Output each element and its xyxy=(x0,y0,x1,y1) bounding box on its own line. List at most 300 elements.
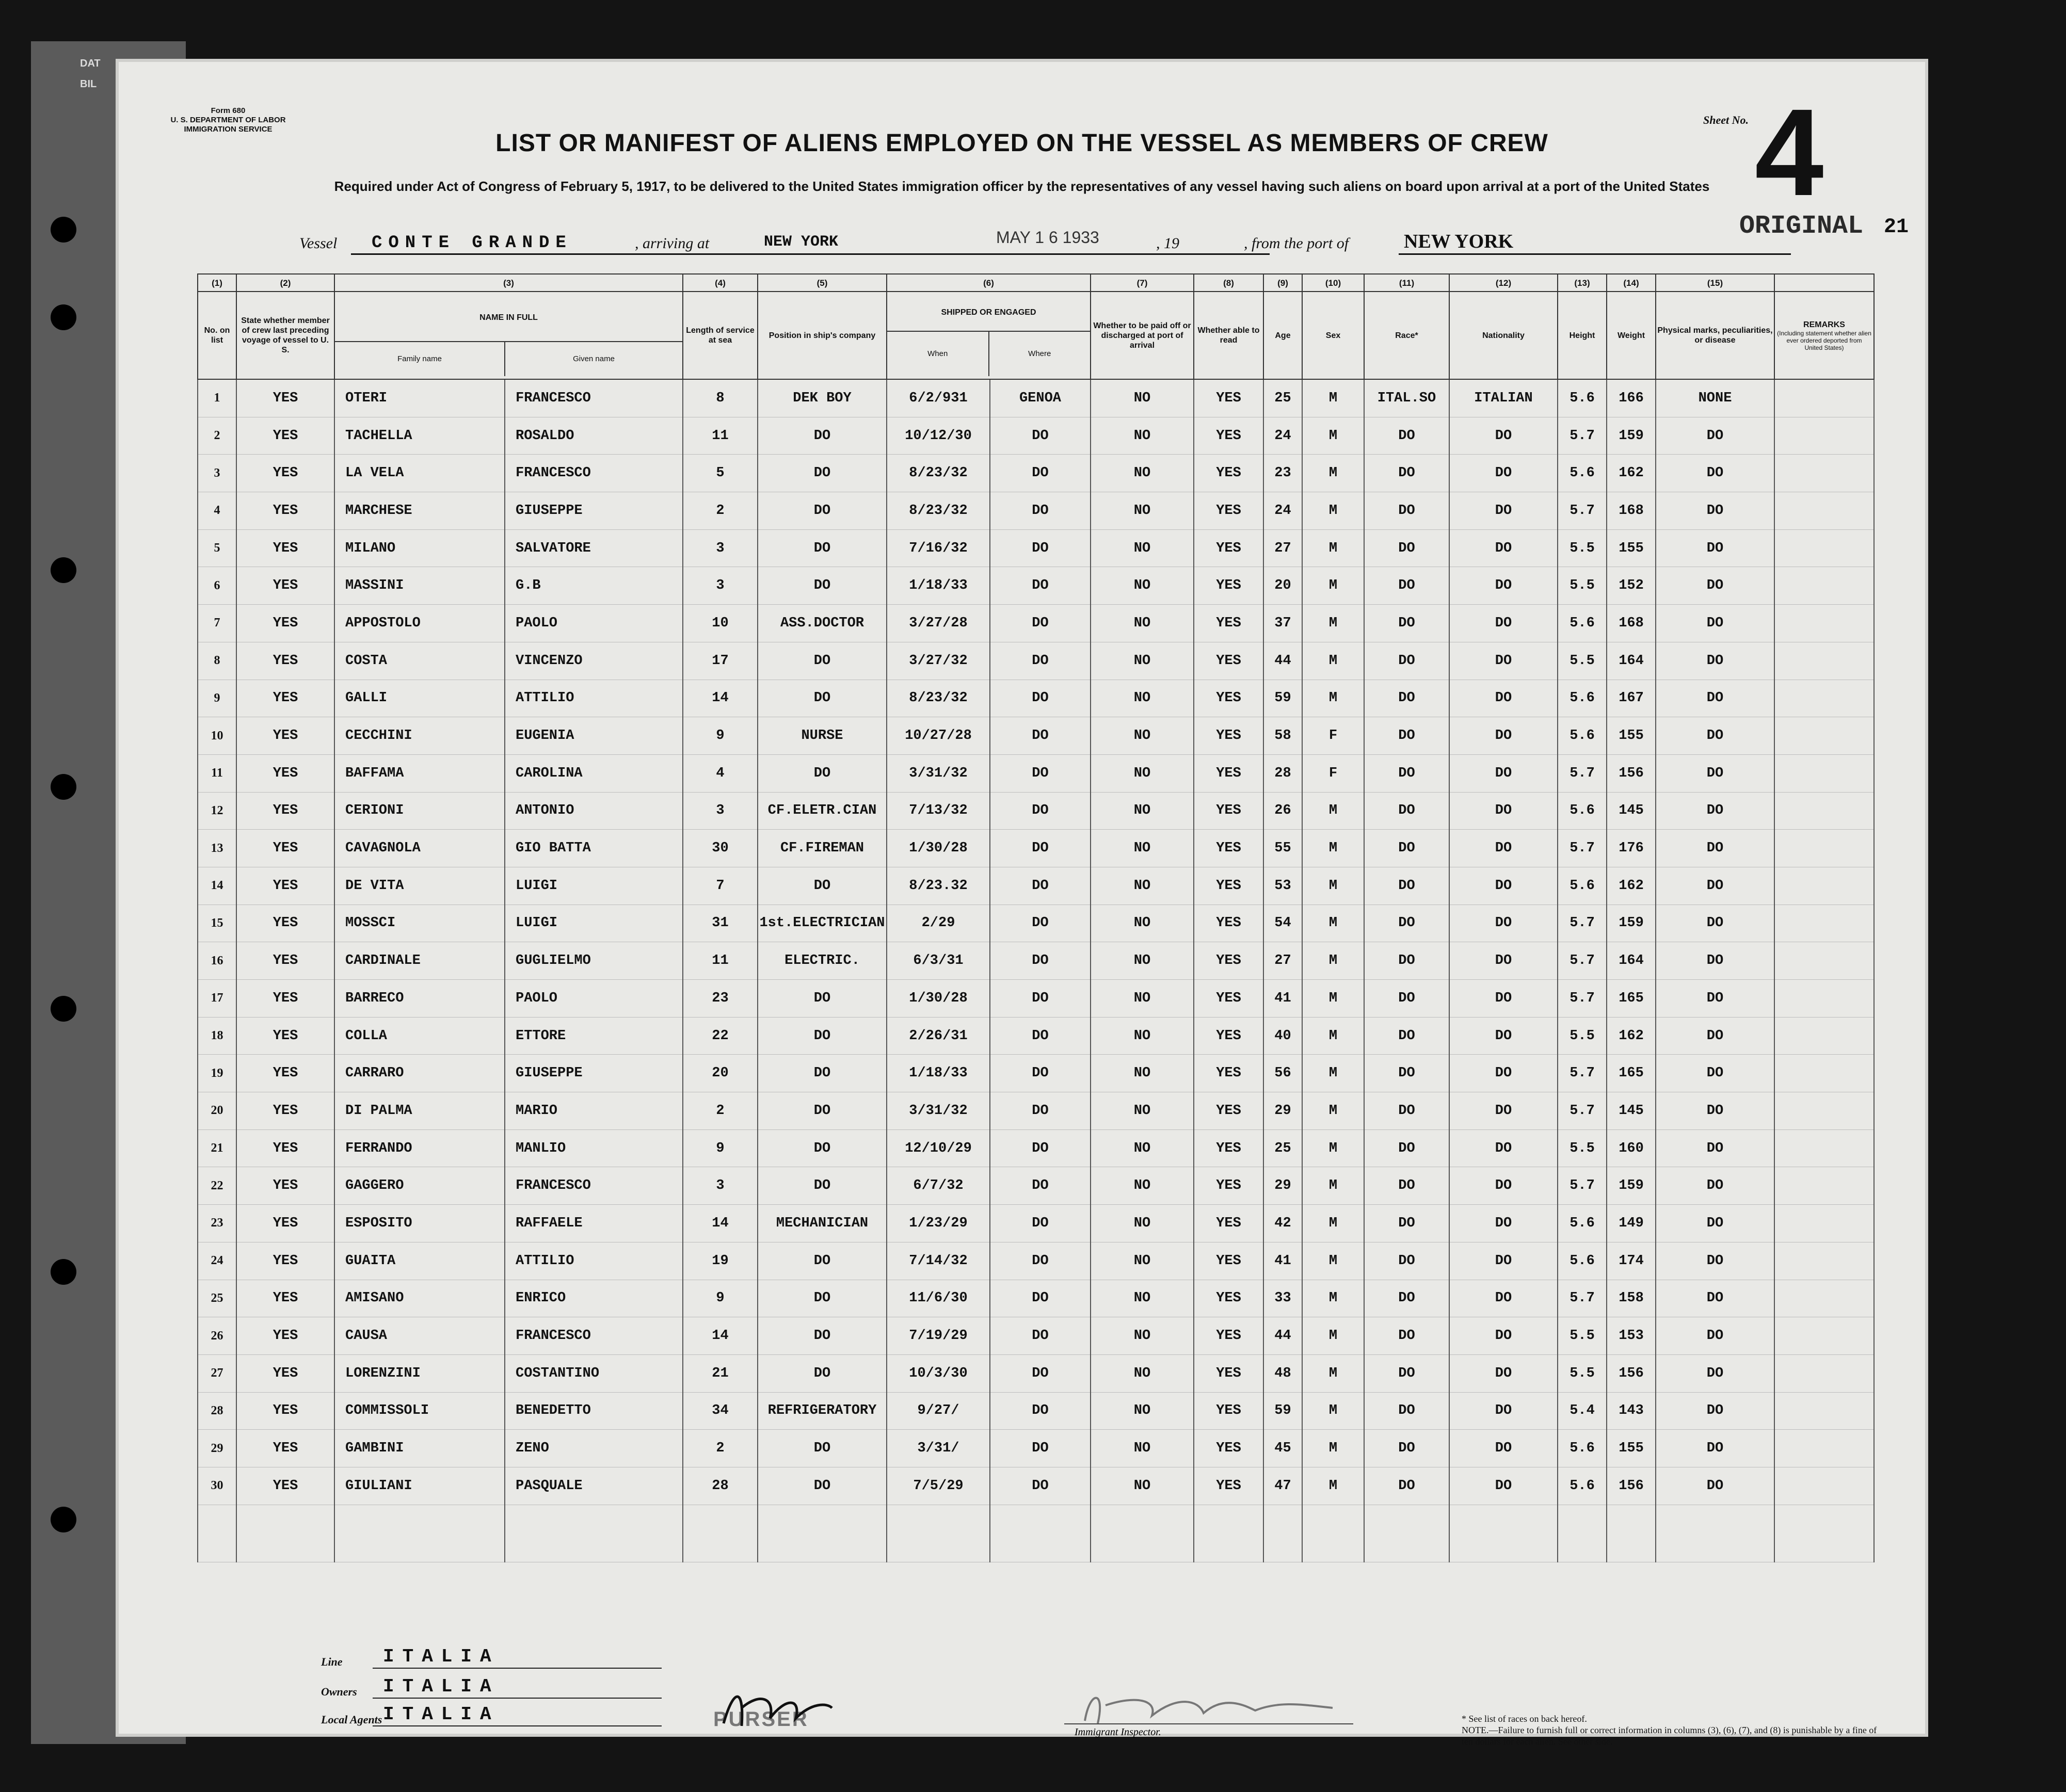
binder-hole xyxy=(51,1259,76,1285)
physical-marks-cell: DO xyxy=(1656,1317,1774,1355)
physical-marks-cell: DO xyxy=(1656,1242,1774,1280)
shipped-where-cell: DO xyxy=(990,1317,1091,1355)
nationality-cell: ITALIAN xyxy=(1449,379,1558,417)
nationality-cell: DO xyxy=(1449,1430,1558,1467)
position-cell: DO xyxy=(758,1167,887,1205)
shipped-where-cell: DO xyxy=(990,905,1091,942)
shipped-when-cell: 6/2/931 xyxy=(887,379,990,417)
row-number-cell: 21 xyxy=(198,1129,236,1167)
remarks-cell xyxy=(1774,642,1874,680)
family-name-cell: LA VELA xyxy=(334,455,505,492)
physical-marks-cell: DO xyxy=(1656,605,1774,642)
family-name-cell: FERRANDO xyxy=(334,1129,505,1167)
able-to-read-cell: YES xyxy=(1194,1017,1263,1055)
length-of-service-cell: 22 xyxy=(683,1017,758,1055)
nationality-cell: DO xyxy=(1449,605,1558,642)
able-to-read-cell: YES xyxy=(1194,529,1263,567)
weight-cell: 160 xyxy=(1607,1129,1656,1167)
age-cell: 26 xyxy=(1263,792,1302,830)
age-cell: 27 xyxy=(1263,942,1302,980)
age-cell: 59 xyxy=(1263,1392,1302,1430)
family-name-cell: ESPOSITO xyxy=(334,1205,505,1242)
physical-marks-cell: DO xyxy=(1656,1167,1774,1205)
nationality-cell: DO xyxy=(1449,1055,1558,1092)
races-note: * See list of races on back hereof. xyxy=(1462,1714,1587,1724)
shipped-where-cell: DO xyxy=(990,830,1091,867)
sex-cell: M xyxy=(1302,379,1364,417)
remarks-cell xyxy=(1774,942,1874,980)
table-row xyxy=(198,379,1874,417)
age-cell: 24 xyxy=(1263,492,1302,530)
agents-underline xyxy=(373,1725,662,1726)
position-cell: DO xyxy=(758,1354,887,1392)
binder-hole xyxy=(51,557,76,583)
table-row xyxy=(198,1242,1874,1280)
row-number-cell: 23 xyxy=(198,1205,236,1242)
family-name-cell: AMISANO xyxy=(334,1280,505,1317)
sex-cell: M xyxy=(1302,492,1364,530)
physical-marks-cell: DO xyxy=(1656,417,1774,455)
sex-cell: M xyxy=(1302,1242,1364,1280)
sex-cell: M xyxy=(1302,680,1364,717)
able-to-read-cell: YES xyxy=(1194,754,1263,792)
paid-off-cell: NO xyxy=(1091,717,1194,755)
physical-marks-cell: DO xyxy=(1656,680,1774,717)
paid-off-cell: NO xyxy=(1091,492,1194,530)
given-name-cell: ATTILIO xyxy=(505,680,683,717)
shipped-when-cell: 6/3/31 xyxy=(887,942,990,980)
from-label: , from the port of xyxy=(1244,235,1349,252)
shipped-when-cell: 2/29 xyxy=(887,905,990,942)
paid-off-cell: NO xyxy=(1091,830,1194,867)
sex-cell: M xyxy=(1302,1392,1364,1430)
race-cell: DO xyxy=(1364,717,1449,755)
family-name-cell: CARRARO xyxy=(334,1055,505,1092)
weight-cell: 164 xyxy=(1607,942,1656,980)
penalty-note: NOTE.—Failure to furnish full or correct information in columns (3), (6), (7), and (8) is punishable by a fine of ten dollars for each alien. See other side. xyxy=(1462,1725,1877,1747)
able-to-read-cell: YES xyxy=(1194,1242,1263,1280)
sex-cell: M xyxy=(1302,1430,1364,1467)
row-number-cell: 25 xyxy=(198,1280,236,1317)
height-cell: 5.7 xyxy=(1558,492,1607,530)
remarks-cell xyxy=(1774,1467,1874,1505)
height-cell: 5.6 xyxy=(1558,1467,1607,1505)
sex-cell: M xyxy=(1302,1129,1364,1167)
member-prev-cell: YES xyxy=(236,1055,334,1092)
sex-cell: M xyxy=(1302,905,1364,942)
empty-cell xyxy=(505,1505,683,1562)
row-number-cell: 14 xyxy=(198,867,236,905)
height-cell: 5.5 xyxy=(1558,1017,1607,1055)
age-cell: 55 xyxy=(1263,830,1302,867)
paid-off-cell: NO xyxy=(1091,1017,1194,1055)
height-cell: 5.7 xyxy=(1558,830,1607,867)
given-name-cell: FRANCESCO xyxy=(505,1167,683,1205)
age-cell: 24 xyxy=(1263,417,1302,455)
weight-cell: 152 xyxy=(1607,567,1656,605)
height-cell: 5.7 xyxy=(1558,754,1607,792)
binder-hole xyxy=(51,304,76,330)
shipped-when-cell: 1/18/33 xyxy=(887,1055,990,1092)
member-prev-cell: YES xyxy=(236,1167,334,1205)
remarks-cell xyxy=(1774,492,1874,530)
position-cell: DO xyxy=(758,1317,887,1355)
page-subtitle: Required under Act of Congress of February 5, 1917, to be delivered to the United States immigration officer by the representatives of any vessel having such aliens on board upon arrival at a port of the United States xyxy=(334,179,1710,194)
given-name-cell: ANTONIO xyxy=(505,792,683,830)
paid-off-cell: NO xyxy=(1091,417,1194,455)
shipped-where-cell: DO xyxy=(990,980,1091,1018)
given-name-cell: MARIO xyxy=(505,1092,683,1130)
empty-cell xyxy=(758,1505,887,1562)
service: IMMIGRATION SERVICE xyxy=(184,125,273,134)
table-row xyxy=(198,417,1874,455)
manifest-footer xyxy=(197,1636,1877,1747)
paid-off-cell: NO xyxy=(1091,529,1194,567)
length-of-service-cell: 2 xyxy=(683,492,758,530)
sex-cell: M xyxy=(1302,605,1364,642)
original-stamp: ORIGINAL xyxy=(1739,212,1864,241)
age-cell: 58 xyxy=(1263,717,1302,755)
given-name-cell: MANLIO xyxy=(505,1129,683,1167)
remarks-cell xyxy=(1774,1392,1874,1430)
height-cell: 5.6 xyxy=(1558,1430,1607,1467)
sheet-label: Sheet No. xyxy=(1703,114,1749,126)
able-to-read-cell: YES xyxy=(1194,680,1263,717)
table-row xyxy=(198,492,1874,530)
length-of-service-cell: 20 xyxy=(683,1055,758,1092)
from-port: NEW YORK xyxy=(1404,231,1514,252)
empty-cell xyxy=(683,1505,758,1562)
crew-rows xyxy=(198,379,1874,1562)
family-name-cell: CERIONI xyxy=(334,792,505,830)
given-name-cell: PAOLO xyxy=(505,980,683,1018)
position-cell: DO xyxy=(758,680,887,717)
remarks-cell xyxy=(1774,1055,1874,1092)
able-to-read-cell: YES xyxy=(1194,379,1263,417)
department: U. S. DEPARTMENT OF LABOR xyxy=(170,116,286,124)
physical-marks-cell: DO xyxy=(1656,830,1774,867)
weight-cell: 174 xyxy=(1607,1242,1656,1280)
row-number-cell: 30 xyxy=(198,1467,236,1505)
family-name-cell: APPOSTOLO xyxy=(334,605,505,642)
given-name-cell: PASQUALE xyxy=(505,1467,683,1505)
shipped-where-cell: DO xyxy=(990,717,1091,755)
row-number-cell: 18 xyxy=(198,1017,236,1055)
age-cell: 53 xyxy=(1263,867,1302,905)
age-cell: 37 xyxy=(1263,605,1302,642)
position-cell: ELECTRIC. xyxy=(758,942,887,980)
table-row xyxy=(198,717,1874,755)
footer-note xyxy=(1462,1713,1885,1747)
remarks-cell xyxy=(1774,754,1874,792)
shipped-when-cell: 3/27/32 xyxy=(887,642,990,680)
shipped-where-cell: DO xyxy=(990,1167,1091,1205)
shipped-when-cell: 8/23/32 xyxy=(887,492,990,530)
family-name-cell: MASSINI xyxy=(334,567,505,605)
shipped-where-cell: DO xyxy=(990,1055,1091,1092)
given-name-cell: GIUSEPPE xyxy=(505,492,683,530)
race-cell: DO xyxy=(1364,455,1449,492)
nationality-cell: DO xyxy=(1449,867,1558,905)
empty-row xyxy=(198,1505,1874,1562)
position-cell: DO xyxy=(758,1017,887,1055)
given-name-cell: BENEDETTO xyxy=(505,1392,683,1430)
weight-cell: 162 xyxy=(1607,1017,1656,1055)
remarks-cell xyxy=(1774,680,1874,717)
position-cell: DO xyxy=(758,1430,887,1467)
paid-off-cell: NO xyxy=(1091,1392,1194,1430)
member-prev-cell: YES xyxy=(236,1467,334,1505)
member-prev-cell: YES xyxy=(236,1430,334,1467)
col-num-remarks xyxy=(1774,274,1874,292)
shipped-when-cell: 10/3/30 xyxy=(887,1354,990,1392)
race-cell: DO xyxy=(1364,1205,1449,1242)
back-sheet-label: BIL xyxy=(80,78,97,90)
length-of-service-cell: 3 xyxy=(683,567,758,605)
shipped-when-cell: 3/31/32 xyxy=(887,754,990,792)
empty-cell xyxy=(887,1505,990,1562)
age-cell: 33 xyxy=(1263,1280,1302,1317)
row-number-cell: 4 xyxy=(198,492,236,530)
member-prev-cell: YES xyxy=(236,830,334,867)
header-member-prev: State whether member of crew last preceding voyage of vessel to U. S. xyxy=(236,292,334,379)
row-number-cell: 3 xyxy=(198,455,236,492)
shipped-where-cell: DO xyxy=(990,567,1091,605)
line-label: Line xyxy=(321,1655,343,1668)
remarks-cell xyxy=(1774,567,1874,605)
col-num: (14) xyxy=(1607,274,1656,292)
empty-cell xyxy=(1091,1505,1194,1562)
remarks-cell xyxy=(1774,1242,1874,1280)
row-number-cell: 12 xyxy=(198,792,236,830)
sex-cell: M xyxy=(1302,1017,1364,1055)
height-cell: 5.5 xyxy=(1558,567,1607,605)
empty-cell xyxy=(334,1505,505,1562)
paid-off-cell: NO xyxy=(1091,980,1194,1018)
col-num: (4) xyxy=(683,274,758,292)
remarks-cell xyxy=(1774,717,1874,755)
shipped-when-cell: 7/14/32 xyxy=(887,1242,990,1280)
sex-cell: M xyxy=(1302,1467,1364,1505)
able-to-read-cell: YES xyxy=(1194,867,1263,905)
height-cell: 5.7 xyxy=(1558,1280,1607,1317)
age-cell: 27 xyxy=(1263,529,1302,567)
member-prev-cell: YES xyxy=(236,1092,334,1130)
nationality-cell: DO xyxy=(1449,717,1558,755)
member-prev-cell: YES xyxy=(236,905,334,942)
paid-off-cell: NO xyxy=(1091,379,1194,417)
table-row xyxy=(198,1205,1874,1242)
table-row xyxy=(198,605,1874,642)
physical-marks-cell: DO xyxy=(1656,1280,1774,1317)
race-cell: DO xyxy=(1364,1017,1449,1055)
back-sheet-label: DAT xyxy=(80,58,101,69)
family-name-cell: GUAITA xyxy=(334,1242,505,1280)
race-cell: DO xyxy=(1364,980,1449,1018)
col-num: (11) xyxy=(1364,274,1449,292)
from-port-underline xyxy=(1399,253,1791,255)
physical-marks-cell: DO xyxy=(1656,1392,1774,1430)
given-name-cell: ROSALDO xyxy=(505,417,683,455)
family-name-cell: CECCHINI xyxy=(334,717,505,755)
length-of-service-cell: 8 xyxy=(683,379,758,417)
nationality-cell: DO xyxy=(1449,567,1558,605)
able-to-read-cell: YES xyxy=(1194,905,1263,942)
race-cell: DO xyxy=(1364,1055,1449,1092)
family-name-cell: GALLI xyxy=(334,680,505,717)
height-cell: 5.5 xyxy=(1558,1354,1607,1392)
remarks-cell xyxy=(1774,605,1874,642)
vessel-underline xyxy=(351,253,754,255)
age-cell: 40 xyxy=(1263,1017,1302,1055)
able-to-read-cell: YES xyxy=(1194,980,1263,1018)
given-name-cell: VINCENZO xyxy=(505,642,683,680)
nationality-cell: DO xyxy=(1449,455,1558,492)
table-row xyxy=(198,1167,1874,1205)
row-number-cell: 13 xyxy=(198,830,236,867)
col-num: (6) xyxy=(887,274,1091,292)
height-cell: 5.6 xyxy=(1558,455,1607,492)
header-sex: Sex xyxy=(1302,292,1364,379)
shipped-when-cell: 1/30/28 xyxy=(887,980,990,1018)
remarks-cell xyxy=(1774,417,1874,455)
age-cell: 29 xyxy=(1263,1092,1302,1130)
position-cell: DO xyxy=(758,1242,887,1280)
family-name-cell: CARDINALE xyxy=(334,942,505,980)
age-cell: 20 xyxy=(1263,567,1302,605)
empty-cell xyxy=(1656,1505,1774,1562)
position-cell: DO xyxy=(758,867,887,905)
length-of-service-cell: 2 xyxy=(683,1430,758,1467)
able-to-read-cell: YES xyxy=(1194,1205,1263,1242)
length-of-service-cell: 9 xyxy=(683,717,758,755)
owners-value: ITALIA xyxy=(383,1676,500,1697)
empty-cell xyxy=(198,1505,236,1562)
position-cell: CF.ELETR.CIAN xyxy=(758,792,887,830)
length-of-service-cell: 9 xyxy=(683,1129,758,1167)
page-title: LIST OR MANIFEST OF ALIENS EMPLOYED ON THE VESSEL AS MEMBERS OF CREW xyxy=(495,130,1548,157)
height-cell: 5.7 xyxy=(1558,417,1607,455)
member-prev-cell: YES xyxy=(236,417,334,455)
position-cell: MECHANICIAN xyxy=(758,1205,887,1242)
nationality-cell: DO xyxy=(1449,529,1558,567)
table-row xyxy=(198,1467,1874,1505)
nationality-cell: DO xyxy=(1449,1167,1558,1205)
race-cell: DO xyxy=(1364,1129,1449,1167)
member-prev-cell: YES xyxy=(236,455,334,492)
header-physical: Physical marks, peculiarities, or disease xyxy=(1656,292,1774,379)
length-of-service-cell: 28 xyxy=(683,1467,758,1505)
member-prev-cell: YES xyxy=(236,1017,334,1055)
table-row xyxy=(198,1129,1874,1167)
position-cell: DO xyxy=(758,754,887,792)
weight-cell: 168 xyxy=(1607,492,1656,530)
nationality-cell: DO xyxy=(1449,1205,1558,1242)
shipped-when-cell: 6/7/32 xyxy=(887,1167,990,1205)
nationality-cell: DO xyxy=(1449,792,1558,830)
owners-label: Owners xyxy=(321,1685,357,1698)
position-cell: DO xyxy=(758,642,887,680)
age-cell: 54 xyxy=(1263,905,1302,942)
row-number-cell: 6 xyxy=(198,567,236,605)
height-cell: 5.5 xyxy=(1558,529,1607,567)
family-name-cell: COSTA xyxy=(334,642,505,680)
nationality-cell: DO xyxy=(1449,417,1558,455)
able-to-read-cell: YES xyxy=(1194,1129,1263,1167)
paid-off-cell: NO xyxy=(1091,1129,1194,1167)
member-prev-cell: YES xyxy=(236,1205,334,1242)
row-number-cell: 7 xyxy=(198,605,236,642)
height-cell: 5.6 xyxy=(1558,1242,1607,1280)
nationality-cell: DO xyxy=(1449,1354,1558,1392)
sex-cell: M xyxy=(1302,529,1364,567)
height-cell: 5.5 xyxy=(1558,642,1607,680)
sex-cell: M xyxy=(1302,1055,1364,1092)
race-cell: DO xyxy=(1364,792,1449,830)
race-cell: DO xyxy=(1364,642,1449,680)
member-prev-cell: YES xyxy=(236,379,334,417)
paid-off-cell: NO xyxy=(1091,792,1194,830)
shipped-when-cell: 3/31/ xyxy=(887,1430,990,1467)
height-cell: 5.6 xyxy=(1558,792,1607,830)
remarks-cell xyxy=(1774,830,1874,867)
header-weight: Weight xyxy=(1607,292,1656,379)
column-number-row xyxy=(198,274,1874,292)
family-name-cell: BAFFAMA xyxy=(334,754,505,792)
sheet-number: 4 xyxy=(1755,83,1824,221)
race-cell: DO xyxy=(1364,867,1449,905)
shipped-when-cell: 7/19/29 xyxy=(887,1317,990,1355)
row-number-cell: 24 xyxy=(198,1242,236,1280)
sex-cell: M xyxy=(1302,980,1364,1018)
page-number: 21 xyxy=(1884,216,1909,239)
crew-manifest-table xyxy=(197,273,1875,1562)
length-of-service-cell: 11 xyxy=(683,417,758,455)
arriving-port: NEW YORK xyxy=(764,233,839,251)
member-prev-cell: YES xyxy=(236,1354,334,1392)
height-cell: 5.6 xyxy=(1558,1205,1607,1242)
weight-cell: 155 xyxy=(1607,717,1656,755)
table-row xyxy=(198,680,1874,717)
header-name-in-full xyxy=(334,292,683,379)
nationality-cell: DO xyxy=(1449,1092,1558,1130)
header-no-on-list: No. on list xyxy=(198,292,236,379)
shipped-where-cell: DO xyxy=(990,1092,1091,1130)
able-to-read-cell: YES xyxy=(1194,830,1263,867)
race-cell: DO xyxy=(1364,529,1449,567)
shipped-where-cell: DO xyxy=(990,1017,1091,1055)
header-remarks xyxy=(1774,292,1874,379)
position-cell: DO xyxy=(758,567,887,605)
sex-cell: M xyxy=(1302,1317,1364,1355)
row-number-cell: 2 xyxy=(198,417,236,455)
empty-cell xyxy=(1263,1505,1302,1562)
height-cell: 5.6 xyxy=(1558,867,1607,905)
weight-cell: 165 xyxy=(1607,1055,1656,1092)
sex-cell: M xyxy=(1302,1205,1364,1242)
shipped-when-cell: 11/6/30 xyxy=(887,1280,990,1317)
physical-marks-cell: DO xyxy=(1656,942,1774,980)
shipped-label: SHIPPED OR ENGAGED xyxy=(887,295,1090,332)
weight-cell: 166 xyxy=(1607,379,1656,417)
member-prev-cell: YES xyxy=(236,754,334,792)
weight-cell: 149 xyxy=(1607,1205,1656,1242)
year-label: , 19 xyxy=(1156,235,1179,252)
line-value: ITALIA xyxy=(383,1646,500,1667)
shipped-where-cell: DO xyxy=(990,1205,1091,1242)
length-of-service-cell: 23 xyxy=(683,980,758,1018)
position-cell: DO xyxy=(758,980,887,1018)
